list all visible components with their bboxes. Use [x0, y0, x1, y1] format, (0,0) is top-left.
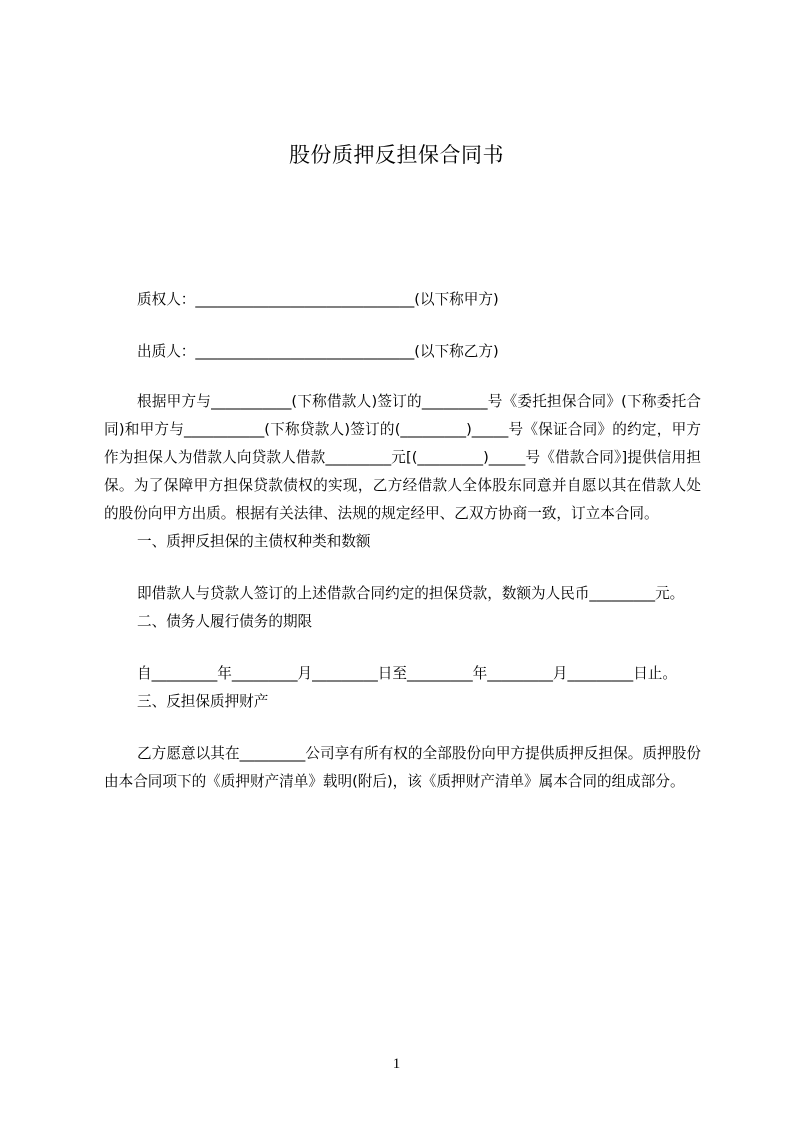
section-heading-1: 一、质押反担保的主债权种类和数额 — [137, 533, 371, 550]
intro-paragraph: 根据甲方与___________(下称借款人)签订的_________号《委托担保合同》(下称委托合同)和甲方与___________(下称贷款人)签订的(_________)_____号《保证合同》的约定，甲方作为担保人为借款人向贷款人借款_________元[(_________)_____号《借款合同》]提供信用担保。为了保障甲方担保贷款债权的实现，乙方经借款人全体股东同意并自愿以其在借款人处的股份向甲方出质。根据有关法律、法规的规定经甲、乙双方协商一致，订立本合同。 — [104, 393, 701, 522]
page-number: 1 — [392, 1056, 401, 1072]
section-body-1: 即借款人与贷款人签订的上述借款合同约定的担保贷款，数额为人民币_________元。 — [137, 585, 685, 602]
document-body — [104, 286, 701, 796]
section-heading-2: 二、债务人履行债务的期限 — [137, 613, 313, 630]
pledgee-line: 质权人：______________________________(以下称甲方) — [137, 291, 499, 308]
section-body-3: 乙方愿意以其在_________公司享有所有权的全部股份向甲方提供质押反担保。质押股份由本合同项下的《质押财产清单》载明(附后)，该《质押财产清单》属本合同的组成部分。 — [104, 745, 701, 790]
section-body-2: 自_________年_________月_________日至_________年_________月_________日止。 — [137, 665, 677, 682]
document-title: 股份质押反担保合同书 — [289, 143, 504, 167]
section-heading-3: 三、反担保质押财产 — [137, 693, 269, 710]
pledgor-line: 出质人：______________________________(以下称乙方) — [137, 343, 499, 360]
